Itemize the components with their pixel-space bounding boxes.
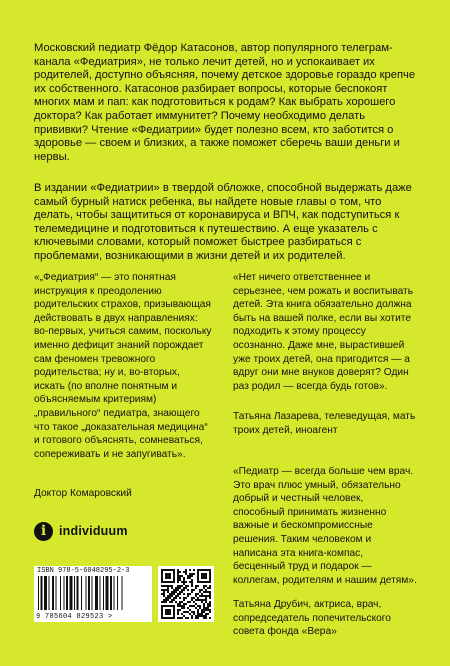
qr-code xyxy=(158,566,214,622)
qr-code-icon xyxy=(161,569,211,619)
individuum-logo-icon: i xyxy=(34,522,53,541)
barcode-bars-icon xyxy=(38,576,148,610)
barcode-digits: 9 785604 829523 > xyxy=(36,613,113,621)
quote-author-drubich: Татьяна Друбич, актриса, врач, сопредседатель попечительского совета фонда «Вера» xyxy=(233,599,391,638)
quote-komarovsky: «„Федиатрия“ — это понятная инструкция к преодолению родительских страхов, призывающая действовать в двух направлениях: во-первых, учиться самим, поскольку именно дефицит знаний порождает сам феномен тревожного родительства; ну и, во-вторых, искать (по вполне понятным и объясняемым критериям) „правильного“ педиатра, знающего что такое „доказательная медицина“ и готового объяснять, сомневаться, сопереживать и не запугивать». xyxy=(34,272,212,460)
barcode xyxy=(34,566,152,622)
publisher-logo xyxy=(34,520,128,542)
description-paragraph-2: В издании «Федиатрии» в твердой обложке, способной выдержать даже самый бурный натиск ребенка, вы найдете новые главы о том, что делать, чтобы защититься от коронавируса и ВПЧ, как подступиться к телемедицине и подготовиться к путешествию. А еще указатель с ключевыми словами, который поможет быстрее разбираться с проблемами, возникающими в жизни детей и их родителей. xyxy=(34,182,412,262)
quote-author-komarovsky: Доктор Комаровский xyxy=(34,488,132,499)
description-paragraph-1: Московский педиатр Фёдор Катасонов, автор популярного телеграм-канала «Федиатрия», не только лечит детей, но и успокаивает их родителей, доступно объясняя, почему детское здоровье гораздо крепче их собственного. Катасонов разбирает вопросы, которые беспокоят многих мам и пап: как подготовиться к родам? Как выбрать хорошего доктора? Как работает иммунитет? Почему необходимо делать прививки? Чтение «Федиатрии» будет полезно всем, кто заботится о здоровье — своем и близких, а также поможет сберечь ваши деньги и нервы. xyxy=(34,42,416,163)
publisher-name: individuum xyxy=(59,524,128,538)
isbn-label: ISBN 978-5-6048295-2-3 xyxy=(37,567,130,575)
quote-lazareva: «Нет ничего ответственнее и серьезнее, чем рожать и воспитывать детей. Эта книга обязательно должна быть на вашей полке, если вы хотите подходить к этому процессу осознанно. Даже мне, вырастившей уже троих детей, она пригодится — а вдруг они мне внуков доверят? Один раз родил — всегда будь готов». xyxy=(233,272,414,392)
quote-author-lazareva: Татьяна Лазарева, телеведущая, мать троих детей, иноагент xyxy=(233,411,416,436)
quote-drubich: «Педиатр — всегда больше чем врач. Это врач плюс умный, обязательно добрый и честный человек, способный принимать жизненно важные и бескомпромиссные решения. Таким человеком и написана эта книга-компас, бесценный труд и подарок — коллегам, родителям и нашим детям». xyxy=(233,466,417,586)
